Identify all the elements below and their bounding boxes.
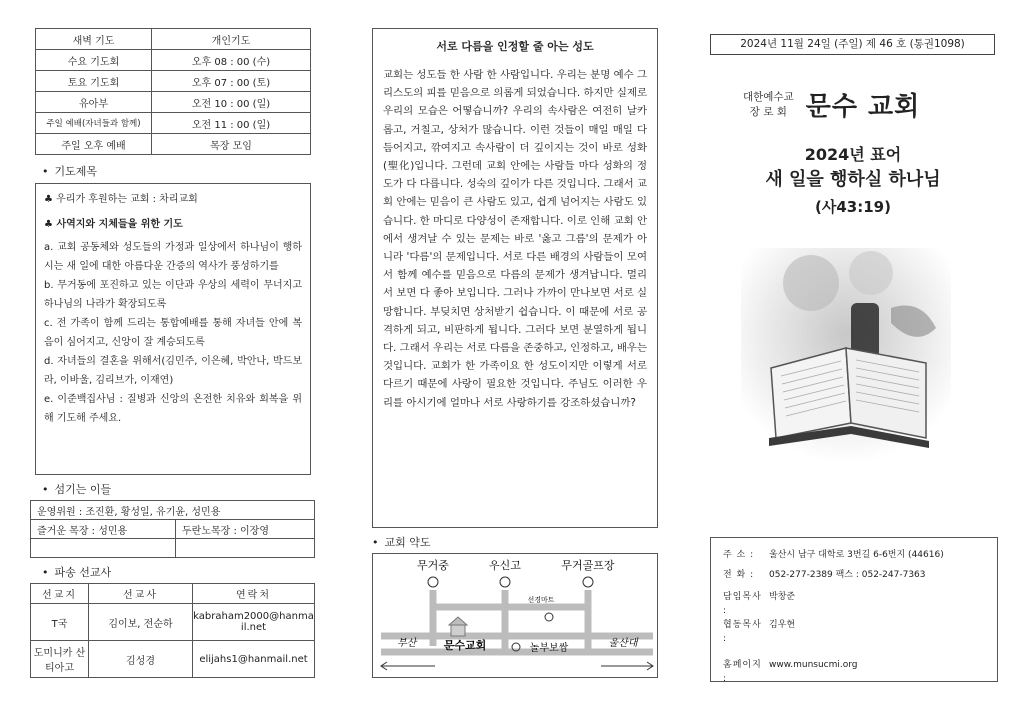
schedule-row xyxy=(36,113,311,134)
mission-header-field: 선교지 xyxy=(31,584,89,604)
motto-text: 새 일을 행하실 하나님 xyxy=(765,169,941,190)
missionary-contact[interactable]: elijahs1@hanmail.net xyxy=(193,641,315,678)
bullet-icon: • xyxy=(42,483,49,496)
map-label-ulsandae: 울산대 xyxy=(608,638,638,649)
denomination xyxy=(743,90,794,120)
right-column xyxy=(707,0,999,724)
schedule-name: 새벽 기도 xyxy=(36,29,152,50)
church-title xyxy=(743,86,920,123)
bullet-icon: • xyxy=(42,165,49,178)
mission-section-title: • 파송 선교사 xyxy=(42,566,112,579)
joyful-mokjang-cell: 즐거운 목장 : 성민용 xyxy=(31,520,176,539)
motto-year: 2024년 표어 xyxy=(804,145,902,164)
support-line: ♣ 우리가 후원하는 교회 : 차리교회 xyxy=(44,194,198,205)
schedule-name: 수요 기도회 xyxy=(36,50,152,71)
schedule-time: 오전 10 : 00 (일) xyxy=(152,92,311,113)
website-label: 홈페이지 : xyxy=(723,660,762,684)
address-row xyxy=(723,548,985,562)
golf-marker-icon xyxy=(583,577,593,587)
bible-right-page xyxy=(846,348,926,438)
worship-schedule-table xyxy=(35,28,311,155)
servants-table xyxy=(30,500,315,558)
issue-banner: 2024년 11월 24일 (주일) 제 46 호 (통권1098) xyxy=(710,34,995,55)
missionary-table xyxy=(30,583,315,678)
prayer-item: d. 자녀들의 결혼을 위해서(김민주, 이은혜, 박안나, 박드보라, 이바울, 김리브가, 이재연) xyxy=(44,356,302,386)
schedule-name: 토요 기도회 xyxy=(36,71,152,92)
assoc-pastor-value: 김우현 xyxy=(769,620,796,630)
schedule-name: 유아부 xyxy=(36,92,152,113)
mart-marker-icon xyxy=(545,613,553,621)
pastor-value: 박창준 xyxy=(769,592,796,602)
durano-mokjang-cell: 두란노목장 : 이장영 xyxy=(176,520,315,539)
map-section-title: • 교회 약도 xyxy=(372,536,431,549)
map-drawing xyxy=(373,554,659,679)
church-map xyxy=(372,553,658,678)
left-column xyxy=(30,0,315,724)
map-label-church: 문수교회 xyxy=(443,639,487,652)
middle-column xyxy=(370,0,660,724)
motto-verse: (사43:19) xyxy=(815,198,891,216)
address-label: 주 소 : xyxy=(723,550,755,560)
pastor-row xyxy=(723,590,985,618)
missionary-contact[interactable]: kabraham2000@hanmail.net xyxy=(193,604,315,641)
schedule-time: 오전 11 : 00 (일) xyxy=(152,113,311,134)
article-body: 교회는 성도들 한 사람 한 사람입니다. 우리는 분명 예수 그리스도의 피를 믿음으로 의롭게 되었습니다. 하지만 실제로 우리의 모습은 어떻습니까? 우리의 속사람은 여전히 날카롭고, 거칠고, 상처가 많습니다. 이런 것들이 매일 매일 다듬어지고, 깎여지고 속사람이 더 깊이지는 것이 바로 성화(聖化)입니다. 그런데 교회 안에는 사람들 마다 성화의 정도가 다 다릅니다. 성숙의 깊이가 다른 것입니다. 그래서 교회 안에는 믿음이 큰 사람도 있고, 쉽게 넘어지는 사람도 있습니다. 한 마디로 다양성이 존재합니다. 이로 인해 교회 안에서 생겨날 수 있는 문제는 바로 '옳고 그름'의 문제가 아니라 '다름'의 문제입니다. 서로 다른 배경의 사람들이 모여서 함께 예수를 믿음으로 다름의 문제가 생겨납니다. 멀리서 보면 다 좋아 보입니다. 그러나 가까이 만나보면 서로 실망합니다. 부딪치면 상처받기 쉽습니다. 이 때문에 서로 공격하게 되고, 비판하게 됩니다. 그러다 보면 분열하게 됩니다. 그래서 우리는 서로 다름을 존중하고, 인정하고, 배우는 것입니다. 교회가 한 가족이요 한 성도이지만 이렇게 서로 다르기 때문에 사랑이 필요한 것입니다. 주님도 이러한 우리를 아시기에 얼마나 서로 사랑하기를 강조하셨습니까? xyxy=(383,69,648,409)
denomination-line-2: 장 로 회 xyxy=(749,105,787,118)
missionary-row xyxy=(31,604,315,641)
schedule-name: 주일 예배(자녀들과 함께) xyxy=(36,113,152,134)
church-info-box xyxy=(710,537,998,682)
website-row xyxy=(723,658,985,686)
servants-section-title: • 섬기는 이들 xyxy=(42,483,112,496)
phone-label: 전 화 : xyxy=(723,570,755,580)
schedule-row xyxy=(36,29,311,50)
schedule-time: 오후 08 : 00 (수) xyxy=(152,50,311,71)
prayer-item: b. 무거동에 포진하고 있는 이단과 우상의 세력이 무너지고 하나님의 나라가 확장되도록 xyxy=(44,280,302,310)
mugeojung-marker-icon xyxy=(428,577,438,587)
denomination-line-1: 대한예수교 xyxy=(743,90,794,103)
bullet-icon: • xyxy=(372,536,379,549)
missionary-names: 김이보, 전순하 xyxy=(89,604,193,641)
usingo-marker-icon xyxy=(500,577,510,587)
church-name: 문수 교회 xyxy=(805,92,921,122)
prayer-item: a. 교회 공동체와 성도들의 가정과 일상에서 하나님이 행하시는 새 일에 대한 아름다운 간증의 역사가 풍성하기를 xyxy=(44,242,302,272)
website-link[interactable]: www.munsucmi.org xyxy=(769,660,858,670)
map-label-mart: 선경마트 xyxy=(527,596,555,604)
open-bible-image xyxy=(741,248,951,463)
map-label-usingo: 우신고 xyxy=(489,559,521,572)
schedule-name: 주일 오후 예배 xyxy=(36,134,152,155)
flower-icon xyxy=(783,255,839,311)
prayer-item: e. 이준백집사님 : 질병과 신앙의 온전한 치유와 회복을 위해 기도해 주세요. xyxy=(44,394,302,424)
prayer-heading: ♣ 사역지와 지체들을 위한 기도 xyxy=(44,219,183,230)
missionary-field: T국 xyxy=(31,604,89,641)
phone-value: 052-277-2389 팩스 : 052-247-7363 xyxy=(769,570,926,580)
missionary-names: 김성경 xyxy=(89,641,193,678)
schedule-time: 개인기도 xyxy=(152,29,311,50)
missionary-field: 도미니카 산티아고 xyxy=(31,641,89,678)
map-label-nolbu: 놀부보쌈 xyxy=(529,643,569,654)
map-label-busan: 부산 xyxy=(397,638,417,649)
schedule-time: 목장 모임 xyxy=(152,134,311,155)
address-value: 울산시 남구 대학로 3번길 6-6번지 (44616) xyxy=(769,550,944,560)
map-label-golf: 무거골프장 xyxy=(561,559,615,572)
flower-icon xyxy=(849,251,893,295)
mission-header-contact: 연락처 xyxy=(193,584,315,604)
schedule-row xyxy=(36,50,311,71)
prayer-section-title: • 기도제목 xyxy=(42,165,98,178)
phone-row xyxy=(723,568,985,582)
schedule-time: 오후 07 : 00 (토) xyxy=(152,71,311,92)
prayer-item: c. 전 가족이 함께 드리는 통합예배를 통해 자녀들 안에 복음이 심어지고, 신앙이 잘 계승되도록 xyxy=(44,318,302,348)
annual-motto xyxy=(707,143,999,219)
schedule-row xyxy=(36,71,311,92)
article-title: 서로 다름을 인정할 줄 아는 성도 xyxy=(436,40,594,53)
sermon-article xyxy=(372,28,658,528)
bullet-icon: • xyxy=(42,566,49,579)
empty-cell xyxy=(176,539,315,558)
assoc-pastor-row xyxy=(723,618,985,646)
pastor-label: 담임목사 : xyxy=(723,592,762,616)
committee-cell: 운영위원 : 조진환, 황성일, 유기윤, 성민용 xyxy=(31,501,315,520)
assoc-pastor-label: 협동목사 : xyxy=(723,620,762,644)
mission-header-name: 선교사 xyxy=(89,584,193,604)
schedule-row xyxy=(36,134,311,155)
map-label-mugeojung: 무거중 xyxy=(417,559,449,572)
schedule-row xyxy=(36,92,311,113)
church-building-icon xyxy=(449,617,467,636)
prayer-box xyxy=(35,183,311,475)
missionary-row xyxy=(31,641,315,678)
empty-cell xyxy=(31,539,176,558)
